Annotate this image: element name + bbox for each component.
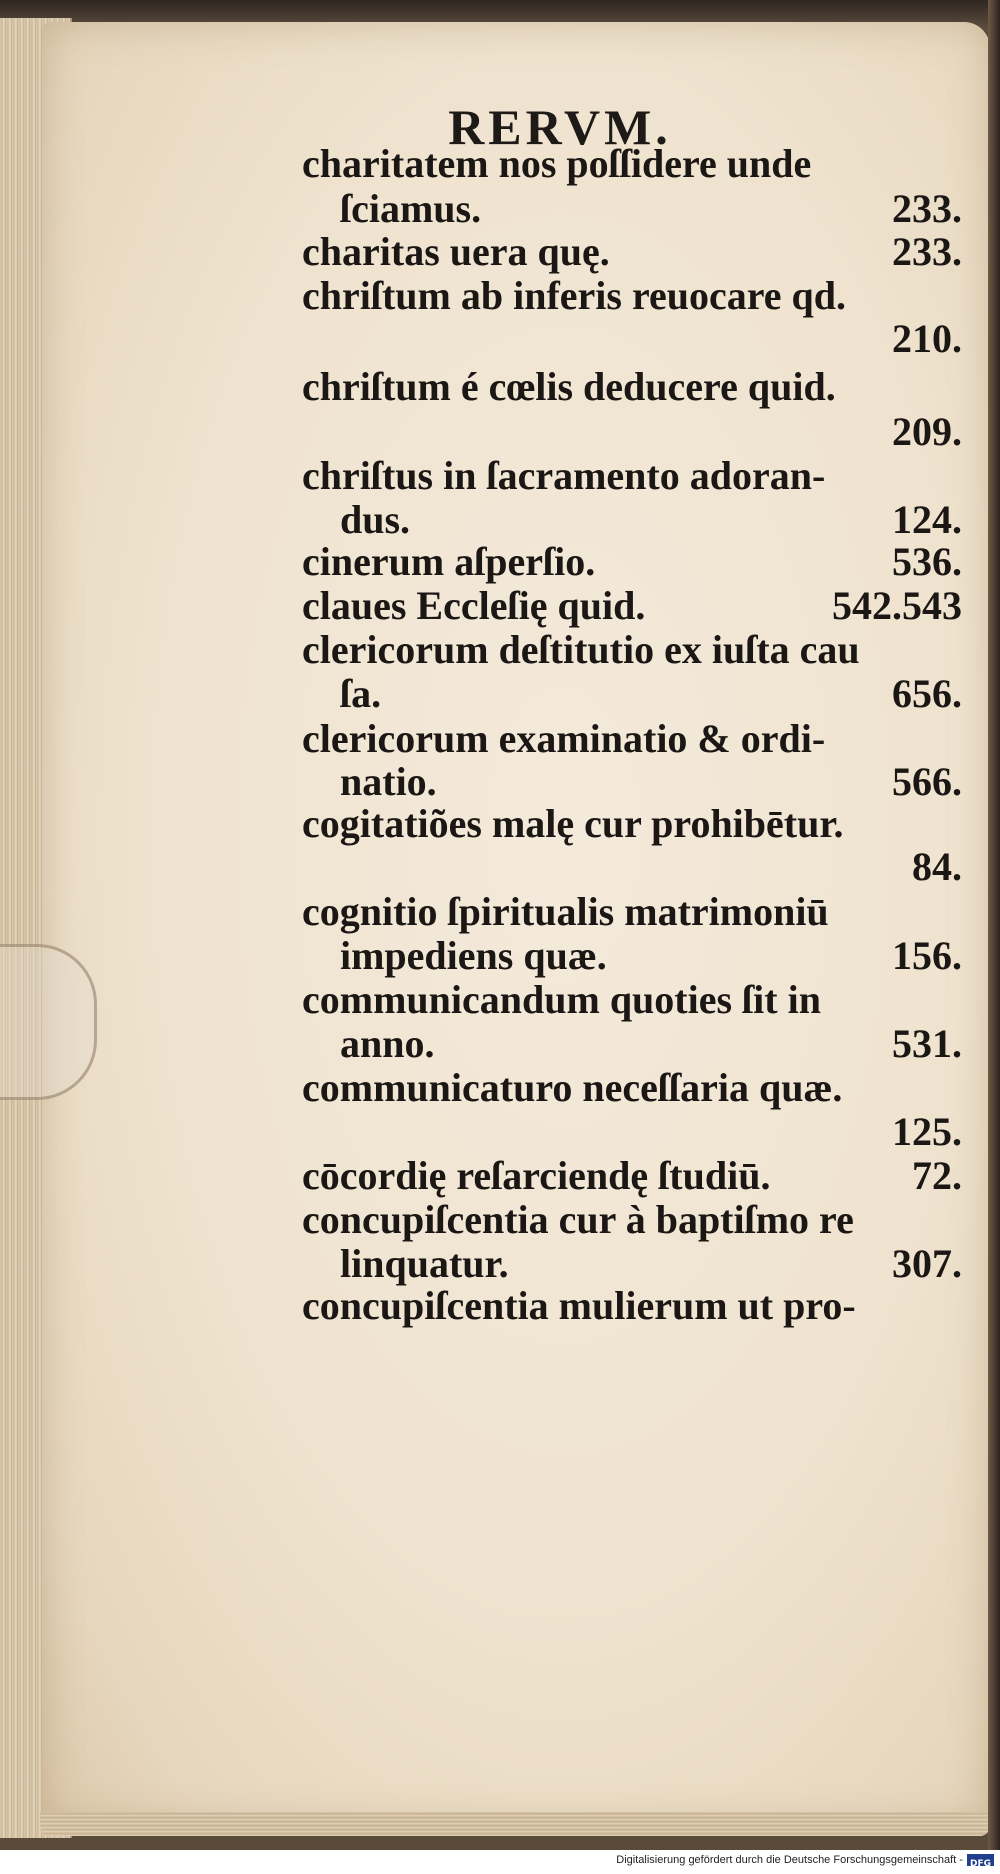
dfg-logo[interactable]: DFG xyxy=(967,1854,994,1866)
page-reference: 233. xyxy=(892,186,962,231)
index-line xyxy=(302,272,962,319)
index-line xyxy=(302,1282,962,1329)
index-term: cinerum aſperſio. xyxy=(302,539,596,584)
page-clip xyxy=(0,944,97,1100)
index-term: communicaturo neceſſaria quæ. xyxy=(302,1065,843,1110)
index-line xyxy=(302,408,962,455)
page-reference: 210. xyxy=(892,316,962,361)
index-term: impediens quæ. xyxy=(340,933,607,978)
index-line xyxy=(302,1108,962,1155)
index-term: charitatem nos poſſidere unde xyxy=(302,141,812,186)
index-line xyxy=(340,1020,962,1067)
index-line xyxy=(302,315,962,362)
index-line xyxy=(340,758,962,805)
page-reference: 84. xyxy=(912,844,962,889)
book-bottom-edge xyxy=(40,1812,990,1836)
index-term: cogitatiões malę cur prohibētur. xyxy=(302,801,844,846)
index-term: ſciamus. xyxy=(340,186,482,231)
page-reference: 156. xyxy=(892,933,962,978)
index-line xyxy=(302,1152,962,1199)
index-line xyxy=(340,185,962,232)
index-line xyxy=(302,800,962,847)
index-term: chriſtus in ſacramento adoran- xyxy=(302,453,826,498)
page-reference: 72. xyxy=(912,1153,962,1198)
index-term: cognitio ſpiritualis matrimoniū xyxy=(302,889,829,934)
index-line xyxy=(302,538,962,585)
index-line xyxy=(302,976,962,1023)
index-term: communicandum quoties ſit in xyxy=(302,977,821,1022)
index-line xyxy=(340,496,962,543)
index-line xyxy=(340,670,962,717)
index-term: natio. xyxy=(340,759,437,804)
index-line xyxy=(302,715,962,762)
index-term: linquatur. xyxy=(340,1241,509,1286)
index-term: chriſtum ab inferis reuocare qd. xyxy=(302,273,847,318)
index-line xyxy=(302,228,962,275)
book-right-edge xyxy=(988,0,1000,1850)
index-line xyxy=(302,888,962,935)
index-term: clericorum examinatio & ordi- xyxy=(302,716,826,761)
page-reference: 656. xyxy=(892,671,962,716)
page-reference: 209. xyxy=(892,409,962,454)
index-term: charitas uera quę. xyxy=(302,229,610,274)
index-line xyxy=(340,932,962,979)
index-line xyxy=(302,582,962,629)
index-line xyxy=(302,843,962,890)
index-term: cōcordię reſarciendę ſtudiū. xyxy=(302,1153,771,1198)
index-term: concupiſcentia mulierum ut pro- xyxy=(302,1283,856,1328)
index-line xyxy=(302,140,962,187)
page-reference: 307. xyxy=(892,1241,962,1286)
index-term: dus. xyxy=(340,497,411,542)
page-reference: 233. xyxy=(892,229,962,274)
page-reference: 542.543 xyxy=(832,583,962,628)
page-reference: 536. xyxy=(892,539,962,584)
index-term: concupiſcentia cur à baptiſmo re xyxy=(302,1197,854,1242)
index-line xyxy=(340,1240,962,1287)
page-reference: 566. xyxy=(892,759,962,804)
page-reference: 124. xyxy=(892,497,962,542)
index-line xyxy=(302,363,962,410)
index-term: clericorum deſtitutio ex iuſta cau xyxy=(302,627,860,672)
index-line xyxy=(302,1196,962,1243)
index-line xyxy=(302,1064,962,1111)
index-line xyxy=(302,626,962,673)
running-head: RERVM. xyxy=(448,99,672,155)
index-term: anno. xyxy=(340,1021,435,1066)
index-term: chriſtum é cœlis deducere quid. xyxy=(302,364,836,409)
page-reference: 125. xyxy=(892,1109,962,1154)
index-line xyxy=(302,452,962,499)
index-term: ſa. xyxy=(340,671,382,716)
page-reference: 531. xyxy=(892,1021,962,1066)
digitization-credit-bar xyxy=(0,1850,1000,1870)
index-term: claues Eccleſię quid. xyxy=(302,583,646,628)
digitization-credit: Digitalisierung gefördert durch die Deutsche Forschungsgemeinschaft - xyxy=(616,1854,963,1866)
